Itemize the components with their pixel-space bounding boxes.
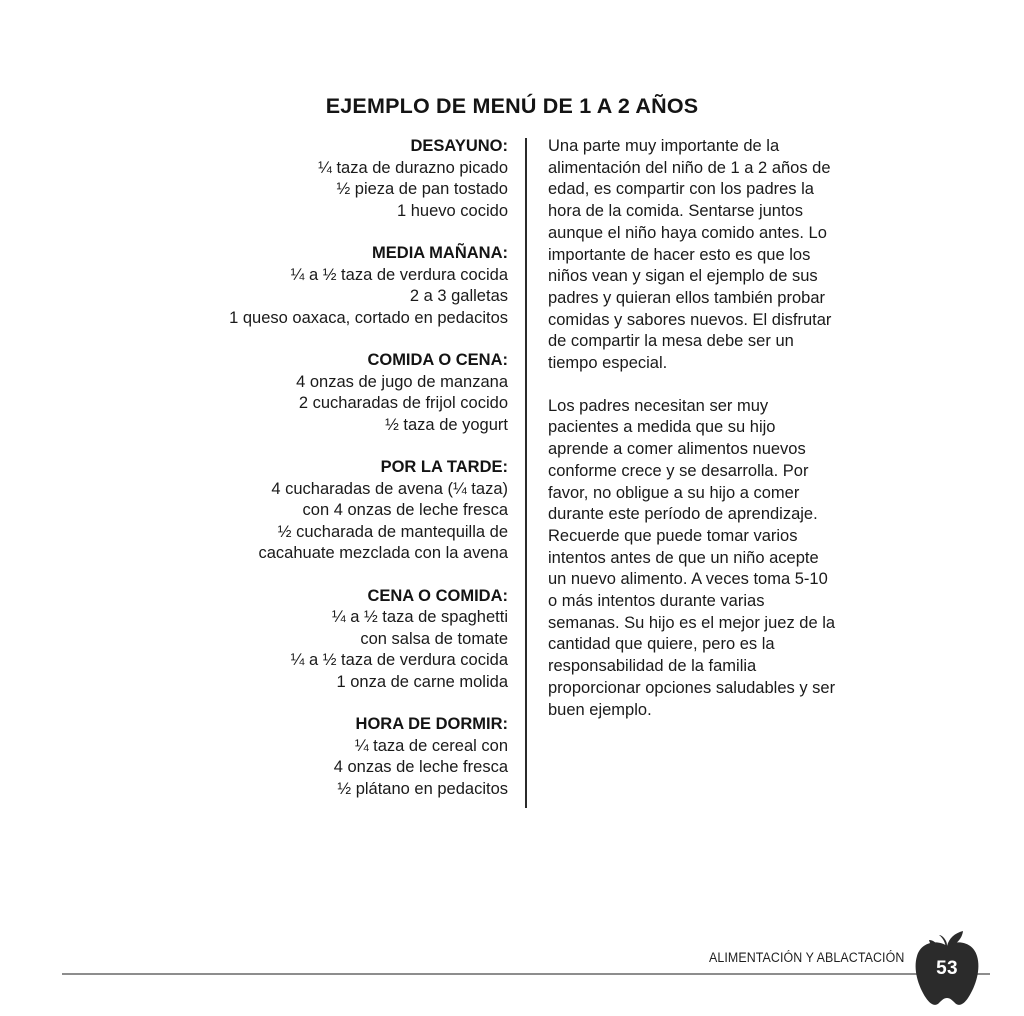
meal-item: ¼ a ½ taza de verdura cocida [290,651,508,669]
meal-heading: POR LA TARDE: [380,458,508,476]
meal-item: 1 queso oaxaca, cortado en pedacitos [229,308,508,327]
notes-column [548,136,838,721]
meal-item: cacahuate mezclada con la avena [258,544,508,562]
page-number: 53 [936,958,958,979]
menu-column [170,136,508,800]
footer-section-label: ALIMENTACIÓN Y ABLACTACIÓN [708,950,904,965]
meal-heading: MEDIA MAÑANA: [372,244,508,262]
column-divider [525,138,527,808]
meal-item: con 4 onzas de leche fresca [302,501,508,519]
meal-item: ¼ a ½ taza de spaghetti [331,608,508,626]
meal-item: ½ taza de yogurt [385,415,508,434]
meal-item: ¼ taza de durazno picado [318,158,508,177]
meal-item: ½ pieza de pan tostado [336,180,508,198]
meal-item: 4 cucharadas de avena (¼ taza) [271,479,508,498]
meal-item: ¼ a ½ taza de verdura cocida [290,265,508,284]
meal-item: 1 huevo cocido [397,201,508,220]
meal-item: 4 onzas de leche fresca [333,758,508,776]
meal-block [170,714,508,800]
page-number-badge [905,928,989,1012]
meal-block [170,136,508,222]
page-footer [0,930,1024,1016]
meal-item: ¼ taza de cereal con [354,736,508,755]
meal-item: 4 onzas de jugo de manzana [296,372,508,391]
page-title: EJEMPLO DE MENÚ DE 1 A 2 AÑOS [325,94,699,118]
meal-item: 2 cucharadas de frijol cocido [298,394,508,412]
meal-item: 2 a 3 galletas [409,287,508,305]
meal-block [170,243,508,329]
meal-block [170,457,508,565]
meal-block [170,350,508,436]
meal-item: ½ cucharada de mantequilla de [277,522,508,541]
meal-item: ½ plátano en pedacitos [337,779,508,798]
meal-heading: HORA DE DORMIR: [355,715,508,733]
meal-heading: COMIDA O CENA: [367,351,508,369]
note-paragraph: Una parte muy importante de la alimentación del niño de 1 a 2 años de edad, es compartir con los padres la hora de la comida. Sentarse juntos aunque el niño haya comido antes. Lo importante de hacer esto es que los niños vean y sigan el ejemplo de sus padres y quieran ellos también probar comidas y sabores nuevos. El disfrutar de compartir la mesa debe ser un tiempo especial. [548,137,832,373]
meal-heading: DESAYUNO: [410,137,508,155]
footer-rule [62,973,990,975]
note-paragraph: Los padres necesitan ser muy pacientes a medida que su hijo aprende a comer alimentos nuevos conforme crece y se desarrolla. Por favor, no obligue a su hijo a comer durante este período de aprendizaje. Recuerde que puede tomar varios intentos antes de que un niño acepte un nuevo alimento. A veces toma 5-10 o más intentos durante varias semanas. Su hijo es el mejor juez de la cantidad que quiere, pero es la responsabilidad de la familia proporcionar opciones saludables y ser buen ejemplo. [548,396,836,719]
meal-heading: CENA O COMIDA: [367,586,508,605]
meal-item: 1 onza de carne molida [336,672,508,691]
meal-block [170,586,508,694]
meal-item: con salsa de tomate [360,629,508,648]
